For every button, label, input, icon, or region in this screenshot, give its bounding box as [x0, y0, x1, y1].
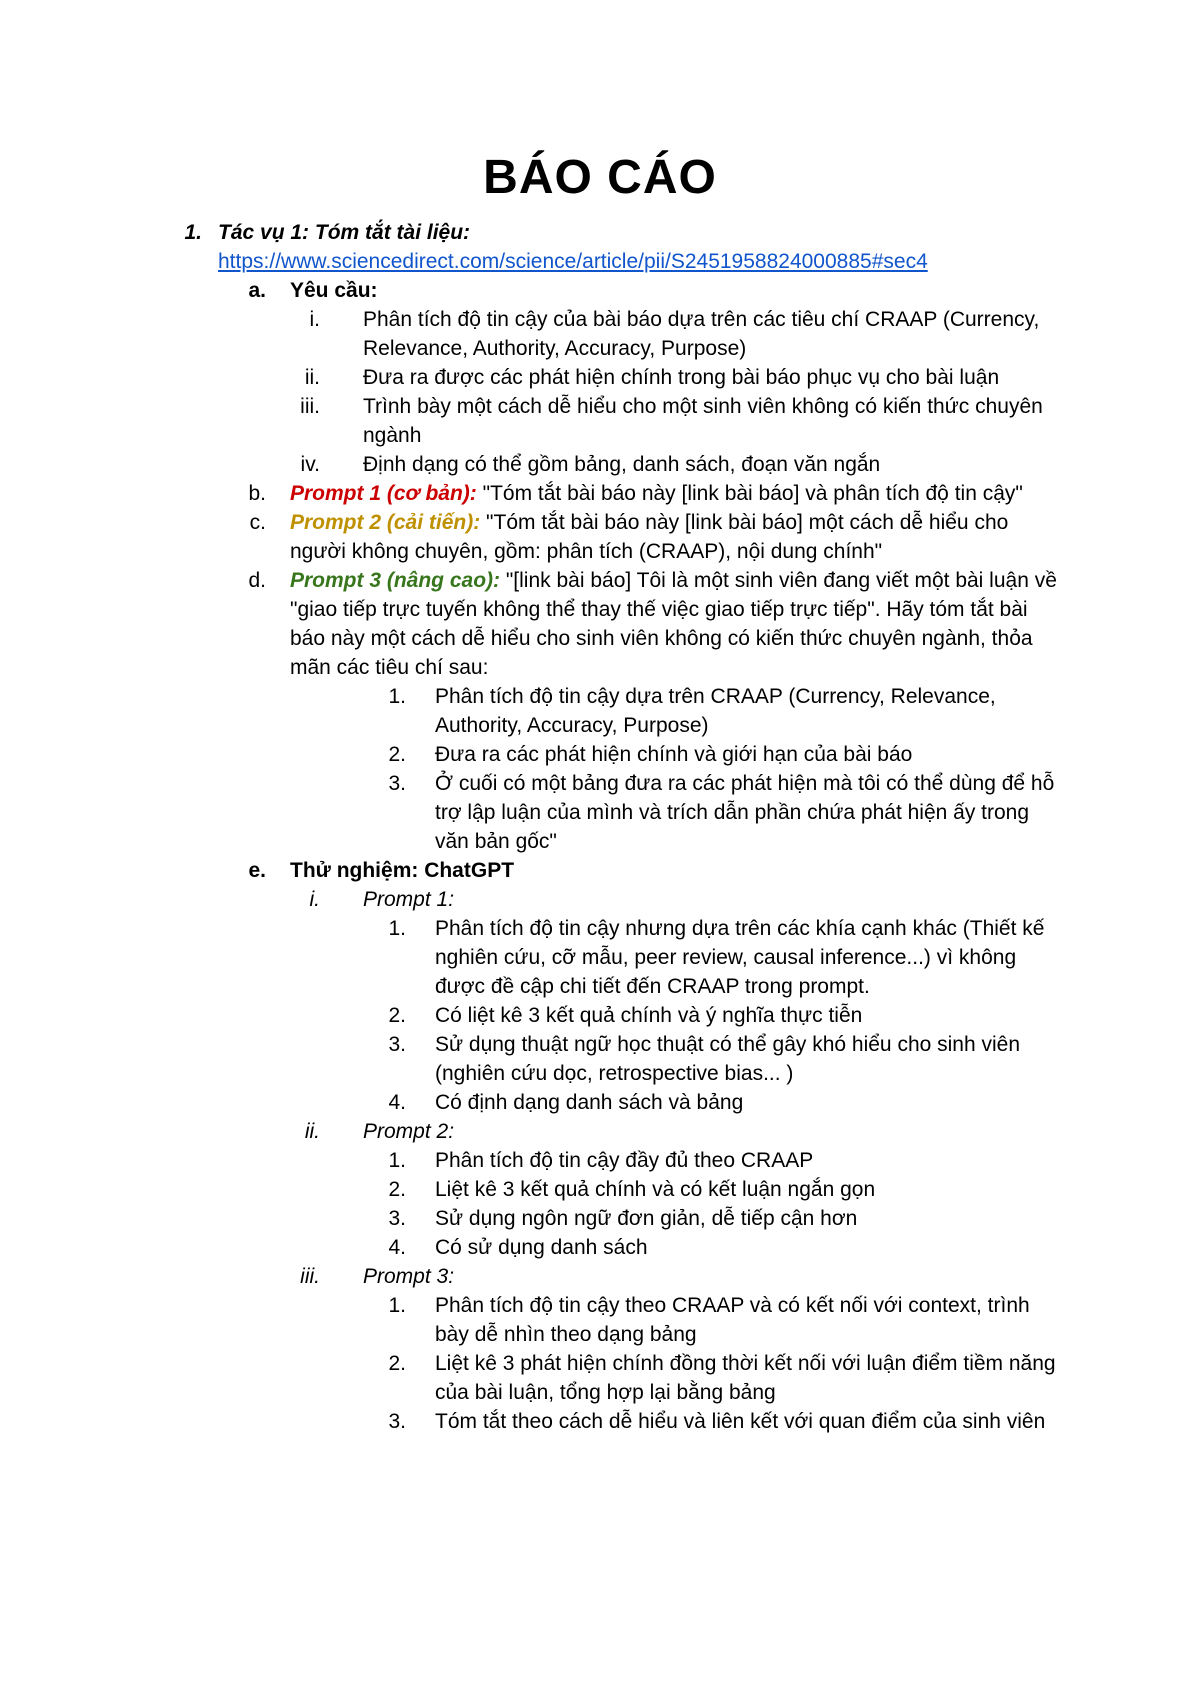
list-item-text: Định dạng có thể gồm bảng, danh sách, đoạn văn ngắn: [363, 453, 881, 476]
list-item-text: Phân tích độ tin cậy nhưng dựa trên các khía cạnh khác (Thiết kế nghiên cứu, cỡ mẫu, peer review, causal inference...) vì không được đề cập chi tiết đến CRAAP trong prompt.: [435, 917, 1045, 998]
requirements-label: Yêu cầu:: [290, 279, 378, 302]
list-item: [180, 1233, 1060, 1262]
list-marker: 2.: [388, 743, 406, 766]
list-marker: iii.: [300, 395, 320, 418]
list-item-text: Đưa ra các phát hiện chính và giới hạn của bài báo: [435, 743, 913, 766]
list-item-text: Phân tích độ tin cậy đầy đủ theo CRAAP: [435, 1149, 814, 1172]
list-marker: b.: [248, 482, 266, 505]
list-item: [180, 1030, 1060, 1088]
list-item-text: Ở cuối có một bảng đưa ra các phát hiện mà tôi có thể dùng để hỗ trợ lập luận của mình và trích dẫn phần chứa phát hiện ấy trong văn bản gốc": [435, 772, 1055, 853]
list-number: 1.: [184, 221, 202, 244]
list-item: [180, 682, 1060, 740]
list-marker: ii.: [304, 366, 320, 389]
prompt-2-text: "Tóm tắt bài báo này [link bài báo] một cách dễ hiểu cho người không chuyên, gồm: phân tích (CRAAP), nội dung chính": [290, 511, 1009, 563]
prompt-3-text: "[link bài báo] Tôi là một sinh viên đang viết một bài luận về "giao tiếp trực tuyến không thể thay thế việc giao tiếp trực tiếp". Hãy tóm tắt bài báo này một cách dễ hiểu cho sinh viên không có kiến thức chuyên ngành, thỏa mãn các tiêu chí sau:: [290, 569, 1057, 679]
prompt-2-item: [180, 508, 1060, 566]
list-item: [180, 1291, 1060, 1349]
document-body: [180, 218, 1060, 1436]
list-item-text: Tóm tắt theo cách dễ hiểu và liên kết với quan điểm của sinh viên: [435, 1410, 1046, 1433]
list-marker: 3.: [388, 1410, 406, 1433]
list-marker: ii.: [304, 1120, 320, 1143]
list-marker: iv.: [300, 453, 320, 476]
prompt-3-label: Prompt 3 (nâng cao):: [290, 569, 501, 592]
list-marker: 2.: [388, 1004, 406, 1027]
prompt-1-text: "Tóm tắt bài báo này [link bài báo] và phân tích độ tin cậy": [476, 482, 1023, 505]
list-marker: 4.: [388, 1236, 406, 1259]
list-marker: a.: [248, 279, 266, 302]
list-marker: e.: [248, 859, 266, 882]
list-marker: 1.: [388, 685, 406, 708]
article-link[interactable]: https://www.sciencedirect.com/science/article/pii/S2451958824000885#sec4: [218, 250, 928, 273]
prompt-1-label: Prompt 1 (cơ bản):: [290, 482, 477, 505]
list-item-text: Sử dụng ngôn ngữ đơn giản, dễ tiếp cận hơn: [435, 1207, 858, 1230]
list-marker: i.: [309, 308, 320, 331]
list-item: [180, 740, 1060, 769]
list-item-text: Phân tích độ tin cậy của bài báo dựa trên các tiêu chí CRAAP (Currency, Relevance, Authority, Accuracy, Purpose): [363, 308, 1040, 360]
list-item: [180, 1407, 1060, 1436]
list-item: [180, 1175, 1060, 1204]
experiment-prompt-2: [180, 1117, 1060, 1146]
list-marker: i.: [309, 888, 320, 911]
list-item: [180, 1204, 1060, 1233]
experiment-prompt-1: [180, 885, 1060, 914]
list-item: [180, 450, 1060, 479]
requirements-item: [180, 276, 1060, 305]
list-item-text: Phân tích độ tin cậy theo CRAAP và có kết nối với context, trình bày dễ nhìn theo dạng bảng: [435, 1294, 1030, 1346]
prompt-3-item: [180, 566, 1060, 682]
list-item-text: Phân tích độ tin cậy dựa trên CRAAP (Currency, Relevance, Authority, Accuracy, Purpose): [435, 685, 996, 737]
list-marker: 1.: [388, 1294, 406, 1317]
list-item-text: Liệt kê 3 phát hiện chính đồng thời kết nối với luận điểm tiềm năng của bài luận, tổng hợp lại bằng bảng: [435, 1352, 1056, 1404]
experiment-prompt-label: Prompt 3:: [363, 1265, 455, 1288]
list-marker: 3.: [388, 1033, 406, 1056]
list-item-text: Có định dạng danh sách và bảng: [435, 1091, 744, 1114]
prompt-2-label: Prompt 2 (cải tiến):: [290, 511, 481, 534]
list-item-text: Liệt kê 3 kết quả chính và có kết luận ngắn gọn: [435, 1178, 876, 1201]
list-marker: 1.: [388, 917, 406, 940]
list-item: [180, 769, 1060, 856]
list-item: [180, 1349, 1060, 1407]
experiment-label: Thử nghiệm: ChatGPT: [290, 859, 515, 882]
list-item: [180, 363, 1060, 392]
experiment-prompt-3: [180, 1262, 1060, 1291]
task-heading: Tác vụ 1: Tóm tắt tài liệu:: [218, 221, 471, 244]
list-marker: 1.: [388, 1149, 406, 1172]
list-item-text: Có liệt kê 3 kết quả chính và ý nghĩa thực tiễn: [435, 1004, 863, 1027]
list-marker: 2.: [388, 1352, 406, 1375]
list-item-text: Sử dụng thuật ngữ học thuật có thể gây khó hiểu cho sinh viên (nghiên cứu dọc, retrospective bias... ): [435, 1033, 1021, 1085]
list-item-text: Đưa ra được các phát hiện chính trong bài báo phục vụ cho bài luận: [363, 366, 1000, 389]
list-marker: 3.: [388, 772, 406, 795]
list-marker: 3.: [388, 1207, 406, 1230]
list-item-text: Có sử dụng danh sách: [435, 1236, 648, 1259]
list-item: [180, 392, 1060, 450]
prompt-1-item: [180, 479, 1060, 508]
list-item: [180, 1088, 1060, 1117]
list-marker: c.: [249, 511, 266, 534]
list-marker: 4.: [388, 1091, 406, 1114]
list-item: [180, 1001, 1060, 1030]
list-marker: iii.: [300, 1265, 320, 1288]
list-item: [180, 305, 1060, 363]
page-title: BÁO CÁO: [483, 151, 717, 204]
list-item: [180, 914, 1060, 1001]
task-1-heading: [180, 218, 1060, 276]
experiment-prompt-label: Prompt 2:: [363, 1120, 455, 1143]
experiment-prompt-label: Prompt 1:: [363, 888, 455, 911]
list-item-text: Trình bày một cách dễ hiểu cho một sinh viên không có kiến thức chuyên ngành: [363, 395, 1043, 447]
list-marker: d.: [248, 569, 266, 592]
list-item: [180, 1146, 1060, 1175]
experiment-item: [180, 856, 1060, 885]
list-marker: 2.: [388, 1178, 406, 1201]
